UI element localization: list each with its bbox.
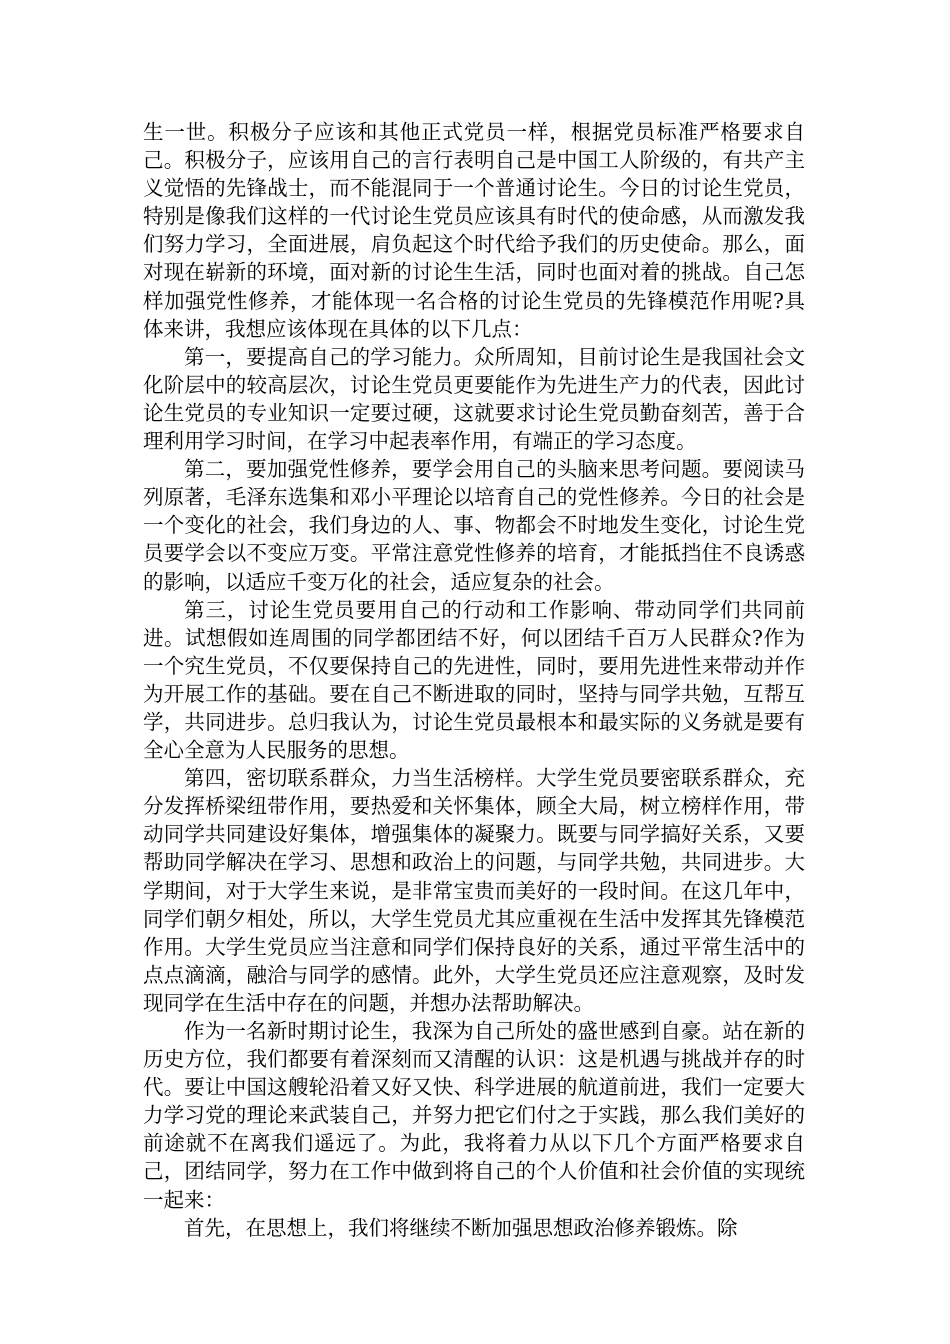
paragraph-continuation: 生一世。积极分子应该和其他正式党员一样，根据党员标准严格要求自己。积极分子，应该用自己的言行表明自己是中国工人阶级的，有共产主义觉悟的先锋战士，而不能混同于一个普通讨论生。今日的讨论生党员，特别是像我们这样的一代讨论生党员应该具有时代的使命感，从而激发我们努力学习，全面进展，肩负起这个时代给予我们的历史使命。那么，面对现在崭新的环境，面对新的讨论生生活，同时也面对着的挑战。自己怎样加强党性修养，才能体现一名合格的讨论生党员的先锋模范作用呢?具体来讲，我想应该体现在具体的以下几点：: [143, 120, 805, 341]
document-body: [143, 118, 805, 1242]
paragraph-firstly: 首先，在思想上，我们将继续不断加强思想政治修养锻炼。除: [184, 1215, 738, 1240]
paragraph-point-two: 第二，要加强党性修养，要学会用自己的头脑来思考问题。要阅读马列原著，毛泽东选集和邓小平理论以培育自己的党性修养。今日的社会是一个变化的社会，我们身边的人、事、物都会不时地发生变化，讨论生党员要学会以不变应万变。平常注意党性修养的培育，才能抵挡住不良诱惑的影响，以适应千变万化的社会，适应复杂的社会。: [143, 457, 805, 594]
paragraph-conclusion: 作为一名新时期讨论生，我深为自己所处的盛世感到自豪。站在新的历史方位，我们都要有着深刻而又清醒的认识：这是机遇与挑战并存的时代。要让中国这艘轮沿着又好又快、科学进展的航道前进，我们一定要大力学习党的理论来武装自己，并努力把它们付之于实践，那么我们美好的前途就不在离我们遥远了。为此，我将着力从以下几个方面严格要求自己，团结同学，努力在工作中做到将自己的个人价值和社会价值的实现统一起来：: [143, 1019, 805, 1212]
paragraph-point-one: 第一，要提高自己的学习能力。众所周知，目前讨论生是我国社会文化阶层中的较高层次，讨论生党员更要能作为先进生产力的代表，因此讨论生党员的专业知识一定要过硬，这就要求讨论生党员勤奋刻苦，善于合理利用学习时间，在学习中起表率作用，有端正的学习态度。: [143, 344, 805, 454]
paragraph-point-three: 第三，讨论生党员要用自己的行动和工作影响、带动同学们共同前进。试想假如连周围的同学都团结不好，何以团结千百万人民群众?作为一个究生党员，不仅要保持自己的先进性，同时，要用先进性来带动并作为开展工作的基础。要在自己不断进取的同时，坚持与同学共勉，互帮互学，共同进步。总归我认为，讨论生党员最根本和最实际的义务就是要有全心全意为人民服务的思想。: [143, 597, 805, 763]
paragraph-point-four: 第四，密切联系群众，力当生活榜样。大学生党员要密联系群众，充分发挥桥梁纽带作用，要热爱和关怀集体，顾全大局，树立榜样作用，带动同学共同建设好集体，增强集体的凝聚力。既要与同学搞好关系，又要帮助同学解决在学习、思想和政治上的问题，与同学共勉，共同进步。大学期间，对于大学生来说，是非常宝贵而美好的一段时间。在这几年中，同学们朝夕相处，所以，大学生党员尤其应重视在生活中发挥其先锋模范作用。大学生党员应当注意和同学们保持良好的关系，通过平常生活中的点点滴滴，融洽与同学的感情。此外，大学生党员还应注意观察，及时发现同学在生活中存在的问题，并想办法帮助解决。: [143, 766, 805, 1015]
